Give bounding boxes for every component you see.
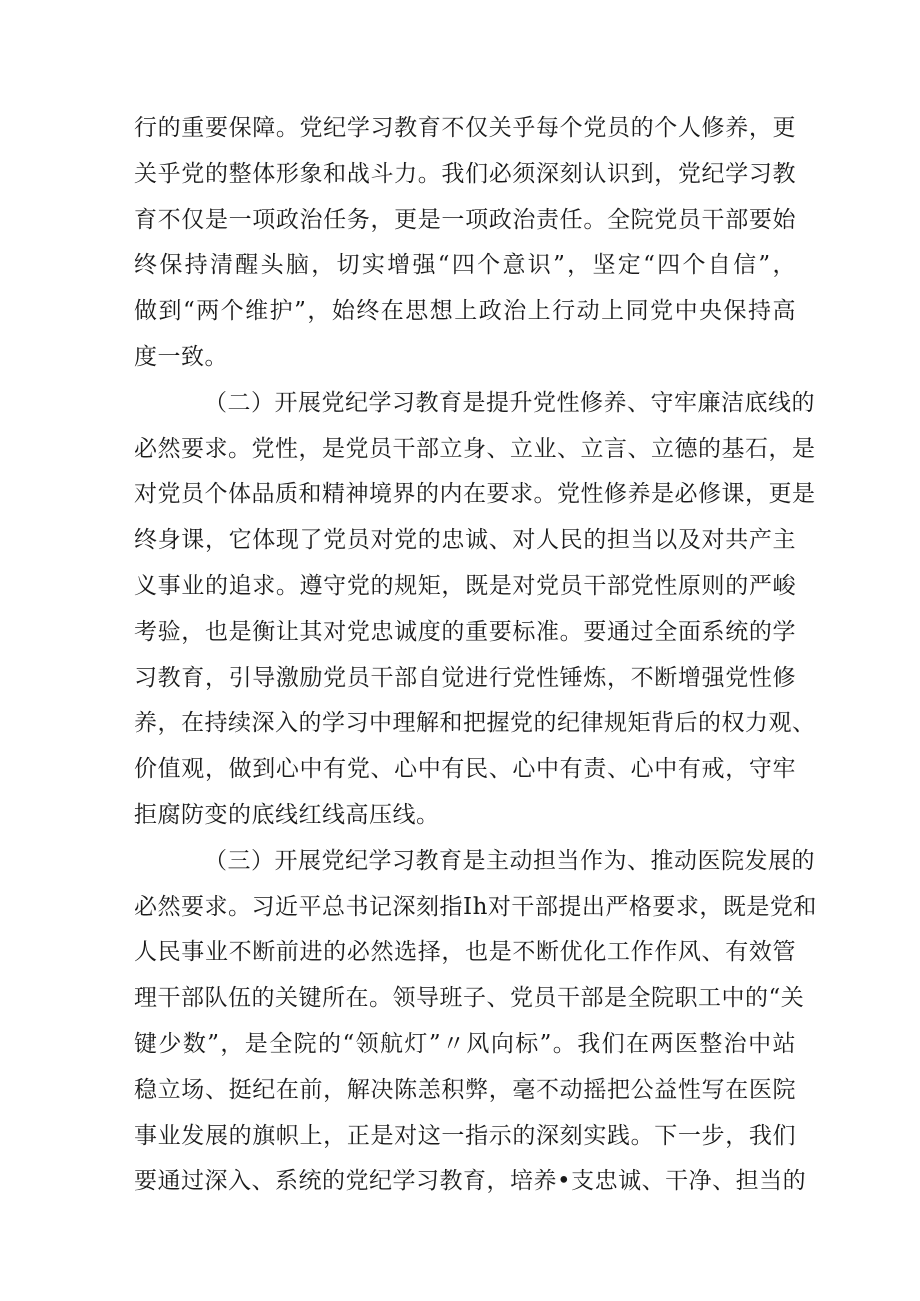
text-line: 终保持清醒头脑，切实增强“四个意识”，坚定“四个自信”，	[134, 252, 796, 279]
paragraph-heading-line: （二）开展党纪学习教育是提升党性修养、守牢廉洁底线的	[204, 389, 815, 416]
text-line: 事业发展的旗帜上，正是对这一指示的深刻实践。下一步，我们	[134, 1122, 796, 1149]
text-line: 价值观，做到心中有党、心中有民、心中有责、心中有戒，守牢	[134, 756, 796, 783]
text-line: 要通过深入、系统的党纪学习教育，培养•支忠诚、干净、担当的	[134, 1168, 807, 1195]
body-text	[134, 106, 817, 1205]
paragraph-heading-line: （三）开展党纪学习教育是主动担当作为、推动医院发展的	[204, 847, 815, 874]
text-line: 键少数”，是全院的“领航灯”〃风向标”。我们在两医整治中站	[134, 1030, 796, 1057]
text-line: 关乎党的整体形象和战斗力。我们必须深刻认识到，党纪学习教	[134, 160, 796, 187]
text-line: 稳立场、挺纪在前，解决陈恙积弊，毫不动摇把公益性写在医院	[134, 1076, 796, 1103]
text-line: 理干部队伍的关键所在。领导班子、党员干部是全院职工中的“关	[134, 985, 805, 1012]
text-line: 行的重要保障。党纪学习教育不仅关乎每个党员的个人修养，更	[134, 115, 796, 141]
text-line: 人民事业不断前进的必然选择，也是不断优化工作作风、有效管	[134, 939, 796, 966]
text-line: 终身课，它体现了党员对党的忠诚、对人民的担当以及对共产主	[134, 527, 796, 554]
text-line: 度一致。	[134, 343, 228, 370]
text-line: 拒腐防变的底线红线高压线。	[134, 801, 440, 828]
text-line: 育不仅是一项政治任务，更是一项政治责任。全院党员干部要始	[134, 206, 796, 233]
text-line: 考验，也是衡让其对党忠诚度的重要标准。要通过全面系统的学	[134, 618, 796, 645]
text-line: 必然要求。习近平总书记深刻指Ih对干部提出严格要求，既是党和	[134, 893, 817, 920]
text-line: 养，在持续深入的学习中理解和把握党的纪律规矩背后的权力观、	[134, 710, 816, 737]
text-line: 义事业的追求。遵守党的规矩，既是对党员干部党性原则的严峻	[134, 572, 796, 599]
text-line: 必然要求。党性，是党员干部立身、立业、立言、立德的基石，是	[134, 435, 816, 462]
text-line: 习教育，引导激励党员干部自觉进行党性锤炼，不断增强党性修	[134, 664, 796, 691]
text-line: 做到“两个维护”，始终在思想上政治上行动上同党中央保持高	[134, 298, 796, 325]
text-line: 对党员个体品质和精神境界的内在要求。党性修养是必修课，更是	[134, 481, 816, 508]
